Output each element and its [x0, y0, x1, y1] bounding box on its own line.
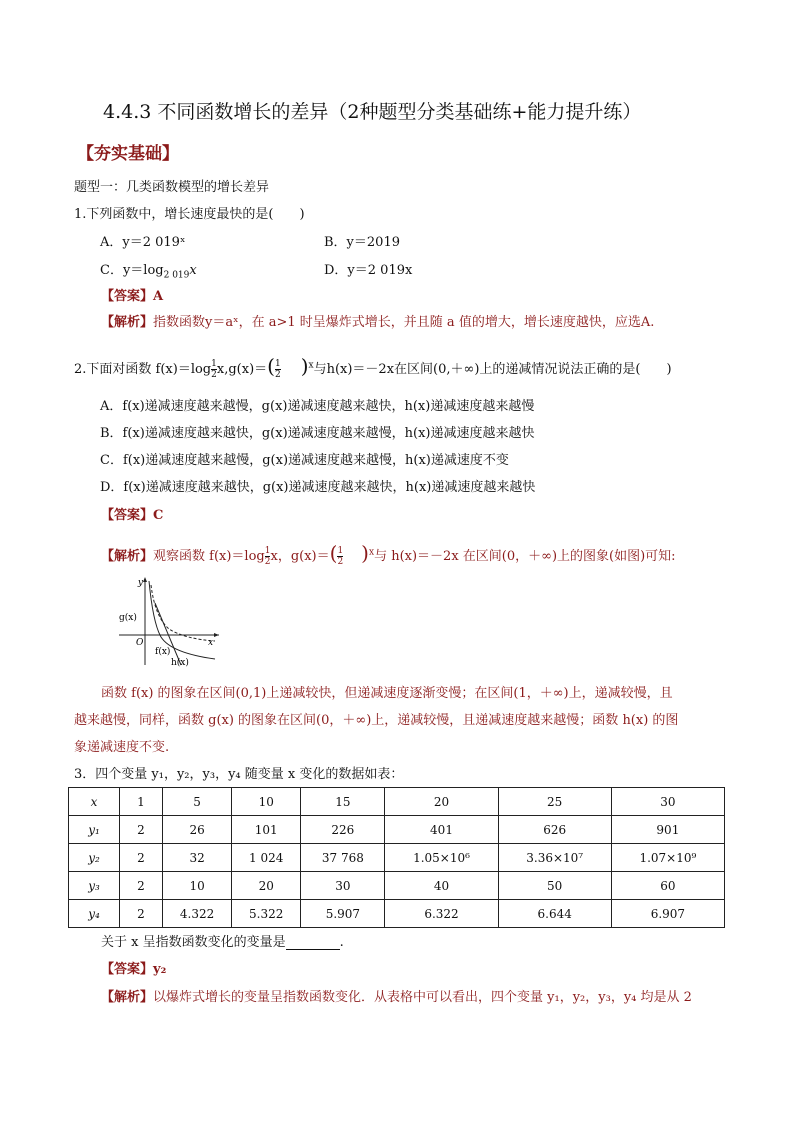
f-label: f(x): [155, 647, 171, 657]
half-fraction: $\frac{1}{2}$: [337, 546, 344, 567]
table-cell: 1.07×10⁹: [611, 844, 724, 872]
table-cell: 32: [163, 844, 232, 872]
table-cell: 10: [232, 788, 301, 816]
table-cell: 626: [498, 816, 611, 844]
q2-conclusion-line-3: 象递减速度不变.: [74, 740, 170, 755]
table-cell: 2: [120, 816, 163, 844]
q2-stem: 2.下面对函数 f(x)＝log $\frac{1}{2}$ x,g(x)＝( $\frac{1}{2}$ )$^x$与h(x)＝－2x在区间(0,＋∞)上的递减情况说法正确的是( ): [74, 354, 672, 380]
q2-answer: 【答案】C: [101, 508, 164, 523]
table-cell: 30: [611, 788, 724, 816]
type-heading: 题型一：几类函数模型的增长差异: [74, 180, 270, 195]
table-row: [69, 844, 725, 872]
answer-blank: [286, 937, 340, 950]
row-header-cell: y₁: [69, 816, 120, 844]
row-header-cell: y₃: [69, 872, 120, 900]
q3-question: 关于 x 呈指数函数变化的变量是 .: [101, 935, 344, 950]
table-cell: 2: [120, 900, 163, 928]
data-table: [68, 787, 725, 928]
q2-conclusion-line-1: 函数 f(x) 的图象在区间(0,1)上递减较快，但递减速度逐渐变慢；在区间(1，＋∞)上，递减较慢，且: [101, 686, 673, 701]
table-cell: 20: [385, 788, 498, 816]
table-cell: 6.907: [611, 900, 724, 928]
q2-conclusion-line-2: 越来越慢，同样，函数 g(x) 的图象在区间(0，＋∞)上，递减较慢，且递减速度越来越慢；函数 h(x) 的图: [74, 713, 679, 728]
q2-option-d: D．f(x)递减速度越来越快，g(x)递减速度越来越快，h(x)递减速度越来越快: [100, 480, 536, 495]
q2-option-a: A．f(x)递减速度越来越慢，g(x)递减速度越来越快，h(x)递减速度越来越慢: [100, 399, 535, 414]
table-cell: 1.05×10⁶: [385, 844, 498, 872]
half-fraction: $\frac{1}{2}$: [211, 359, 217, 380]
table-cell: 20: [232, 872, 301, 900]
q3-analysis: 【解析】以爆炸式增长的变量呈指数函数变化．从表格中可以看出，四个变量 y₁，y₂，y₃，y₄ 均是从 2: [101, 990, 692, 1005]
q1-option-a: A．y＝2 019ˣ: [100, 235, 186, 250]
y-axis-arrow: [143, 577, 147, 582]
origin-label: O: [136, 638, 144, 648]
y-axis-label: y: [137, 578, 143, 588]
q2-option-c: C．f(x)递减速度越来越慢，g(x)递减速度越来越慢，h(x)递减速度不变: [100, 453, 509, 468]
table-cell: 1 024: [232, 844, 301, 872]
table-cell: 4.322: [163, 900, 232, 928]
row-header-cell: y₂: [69, 844, 120, 872]
table-row: [69, 788, 725, 816]
table-cell: 101: [232, 816, 301, 844]
row-header-cell: x: [69, 788, 120, 816]
table-row: [69, 900, 725, 928]
q1-option-b: B．y＝2019: [324, 235, 400, 250]
table-cell: 5.322: [232, 900, 301, 928]
table-cell: 26: [163, 816, 232, 844]
table-cell: 901: [611, 816, 724, 844]
g-label: g(x): [119, 613, 137, 623]
q3-stem: 3．四个变量 y₁，y₂，y₃，y₄ 随变量 x 变化的数据如表：: [74, 767, 404, 782]
h-label: h(x): [171, 658, 189, 668]
q1-analysis: 【解析】指数函数y＝aˣ，在 a>1 时呈爆炸式增长，并且随 a 值的增大，增长速度越快，应选A.: [101, 315, 655, 330]
row-header-cell: y₄: [69, 900, 120, 928]
half-fraction: $\frac{1}{2}$: [264, 546, 271, 567]
q1-answer: 【答案】A: [101, 289, 164, 304]
table-cell: 50: [498, 872, 611, 900]
q1-option-c: C．$y=\log_{2 019}x$: [100, 263, 197, 281]
table-cell: 10: [163, 872, 232, 900]
table-row: [69, 816, 725, 844]
table-cell: 6.644: [498, 900, 611, 928]
table-row: [69, 872, 725, 900]
page-title: 4.4.3 不同函数增长的差异（2种题型分类基础练+能力提升练）: [103, 101, 642, 123]
table-cell: 60: [611, 872, 724, 900]
function-graph: [115, 573, 225, 669]
x-axis-arrow: [214, 633, 219, 637]
table-cell: 226: [301, 816, 385, 844]
table-cell: 1: [120, 788, 163, 816]
table-cell: 5.907: [301, 900, 385, 928]
table-cell: 15: [301, 788, 385, 816]
table-cell: 25: [498, 788, 611, 816]
q2-option-b: B．f(x)递减速度越来越快，g(x)递减速度越来越慢，h(x)递减速度越来越快: [100, 426, 535, 441]
q1-option-d: D．y＝2 019x: [324, 263, 413, 278]
q1-stem: 1.下列函数中，增长速度最快的是( ): [74, 207, 305, 222]
table-cell: 30: [301, 872, 385, 900]
table-cell: 2: [120, 872, 163, 900]
section-heading: 【夯实基础】: [77, 144, 179, 164]
table-cell: 5: [163, 788, 232, 816]
table-cell: 3.36×10⁷: [498, 844, 611, 872]
table-cell: 40: [385, 872, 498, 900]
table-cell: 37 768: [301, 844, 385, 872]
table-cell: 401: [385, 816, 498, 844]
g-curve: [151, 585, 215, 641]
half-fraction: $\frac{1}{2}$: [274, 359, 281, 380]
q3-answer: 【答案】y₂: [101, 962, 167, 977]
q2-analysis: 【解析】观察函数 f(x)＝log $\frac{1}{2}$ x，g(x)＝( $\frac{1}{2}$ )$^x$与 h(x)＝－2x 在区间(0，＋∞)上的图象(如图)可知:: [101, 541, 676, 567]
table-cell: 6.322: [385, 900, 498, 928]
table-cell: 2: [120, 844, 163, 872]
x-axis-label: x: [208, 638, 214, 648]
